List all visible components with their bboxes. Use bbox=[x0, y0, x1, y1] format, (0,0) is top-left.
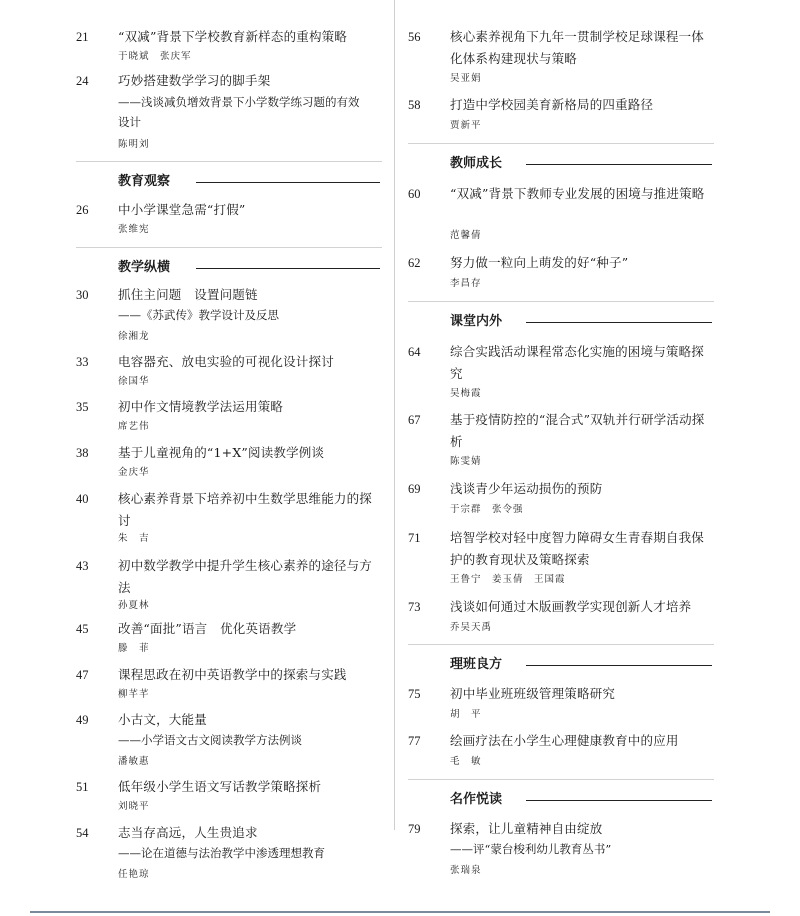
entry-title: 改善“面批”语言 优化英语教学 bbox=[118, 621, 297, 636]
entry-author: 徐湘龙 bbox=[118, 331, 150, 342]
entry-author: 毛 敏 bbox=[450, 756, 482, 767]
entry-author: 于晓斌 张庆军 bbox=[118, 51, 192, 62]
entry-author: 陈雯婧 bbox=[450, 456, 482, 467]
entry-title: 努力做一粒向上萌发的好“种子” bbox=[450, 255, 629, 270]
entry-title: 电容器充、放电实验的可视化设计探讨 bbox=[118, 354, 334, 369]
page-number: 60 bbox=[408, 187, 421, 201]
page-number: 35 bbox=[76, 400, 89, 414]
divider bbox=[76, 161, 382, 162]
entry-author: 孙夏林 bbox=[118, 600, 150, 611]
section-rule bbox=[196, 182, 380, 183]
section-heading-teacher-growth: 教师成长 bbox=[450, 156, 503, 171]
page-number: 21 bbox=[76, 30, 89, 44]
entry-author: 吴梅霞 bbox=[450, 388, 482, 399]
entry-author: 潘敏惠 bbox=[118, 756, 150, 767]
entry-title: 探索，让儿童精神自由绽放 bbox=[450, 821, 603, 836]
entry-title: 综合实践活动课程常态化实施的困境与策略探究 bbox=[450, 344, 705, 381]
section-heading-education-observation: 教育观察 bbox=[118, 174, 171, 189]
page-number: 62 bbox=[408, 256, 421, 270]
section-rule bbox=[526, 164, 712, 165]
page-number: 64 bbox=[408, 345, 421, 359]
entry-author: 吴亚娟 bbox=[450, 73, 482, 84]
section-rule bbox=[526, 665, 712, 666]
entry-author: 于宗群 张令强 bbox=[450, 504, 524, 515]
entry-author: 张瑞泉 bbox=[450, 865, 482, 876]
page-number: 38 bbox=[76, 446, 89, 460]
entry-title: 初中毕业班班级管理策略研究 bbox=[450, 686, 616, 701]
entry-title: 初中作文情境教学法运用策略 bbox=[118, 399, 284, 414]
entry-title: “双减”背景下学校教育新样态的重构策略 bbox=[118, 29, 348, 44]
entry-title: 巧妙搭建数学学习的脚手架 bbox=[118, 73, 271, 88]
page-number: 24 bbox=[76, 74, 89, 88]
entry-author: 范馨倩 bbox=[450, 230, 482, 241]
entry-subtitle: ——《苏武传》教学设计及反思 bbox=[118, 308, 279, 322]
entry-title: 小古文，大能量 bbox=[118, 712, 207, 727]
divider bbox=[76, 247, 382, 248]
page-number: 54 bbox=[76, 826, 89, 840]
entry-title: 课程思政在初中英语教学中的探索与实践 bbox=[118, 667, 347, 682]
section-rule bbox=[526, 322, 712, 323]
section-rule bbox=[196, 268, 380, 269]
entry-author: 滕 菲 bbox=[118, 643, 150, 654]
page-number: 73 bbox=[408, 600, 421, 614]
entry-title: 绘画疗法在小学生心理健康教育中的应用 bbox=[450, 733, 679, 748]
section-rule bbox=[526, 800, 712, 801]
page-number: 56 bbox=[408, 30, 421, 44]
entry-author: 张维宪 bbox=[118, 224, 150, 235]
entry-author: 乔吴天禹 bbox=[450, 622, 493, 633]
entry-subtitle: ——浅谈减负增效背景下小学数学练习题的有效设计 bbox=[118, 95, 360, 129]
entry-subtitle: ——论在道德与法治教学中渗透理想教育 bbox=[118, 846, 325, 860]
divider bbox=[408, 779, 714, 780]
page-number: 49 bbox=[76, 713, 89, 727]
entry-author: 柳芊芊 bbox=[118, 689, 150, 700]
column-separator bbox=[394, 0, 395, 830]
entry-author: 金庆华 bbox=[118, 467, 150, 478]
entry-title: 抓住主问题 设置问题链 bbox=[118, 287, 258, 302]
entry-title: 培智学校对轻中度智力障碍女生青春期自我保护的教育现状及策略探索 bbox=[450, 530, 705, 567]
entry-author: 王鲁宁 姜玉倩 王国霞 bbox=[450, 574, 566, 585]
entry-author: 贾新平 bbox=[450, 120, 482, 131]
entry-title: 基于儿童视角的“1+X”阅读教学例谈 bbox=[118, 445, 325, 460]
entry-title: 初中数学教学中提升学生核心素养的途径与方法 bbox=[118, 558, 373, 595]
entry-title: “双减”背景下教师专业发展的困境与推进策略 bbox=[450, 186, 705, 201]
page-number: 47 bbox=[76, 668, 89, 682]
page-number: 40 bbox=[76, 492, 89, 506]
entry-subtitle: ——评“蒙台梭利幼儿教育丛书” bbox=[450, 842, 612, 856]
page-number: 75 bbox=[408, 687, 421, 701]
entry-title: 基于疫情防控的“混合式”双轨并行研学活动探析 bbox=[450, 412, 705, 449]
entry-author: 席艺伟 bbox=[118, 421, 150, 432]
divider bbox=[408, 143, 714, 144]
page-number: 67 bbox=[408, 413, 421, 427]
page-bottom-rule bbox=[30, 911, 770, 913]
entry-author: 朱 吉 bbox=[118, 533, 150, 544]
section-heading-masterpiece-reading: 名作悦读 bbox=[450, 792, 503, 807]
divider bbox=[408, 301, 714, 302]
page-number: 45 bbox=[76, 622, 89, 636]
entry-author: 徐国华 bbox=[118, 376, 150, 387]
page-number: 43 bbox=[76, 559, 89, 573]
page-number: 71 bbox=[408, 531, 421, 545]
page-number: 33 bbox=[76, 355, 89, 369]
page-number: 79 bbox=[408, 822, 421, 836]
page-number: 69 bbox=[408, 482, 421, 496]
entry-title: 低年级小学生语文写话教学策略探析 bbox=[118, 779, 322, 794]
entry-author: 刘晓平 bbox=[118, 801, 150, 812]
section-heading-class-management: 理班良方 bbox=[450, 657, 503, 672]
entry-title: 核心素养视角下九年一贯制学校足球课程一体化体系构建现状与策略 bbox=[450, 29, 705, 66]
entry-author: 李昌存 bbox=[450, 278, 482, 289]
entry-title: 核心素养背景下培养初中生数学思维能力的探讨 bbox=[118, 491, 373, 528]
entry-title: 中小学课堂急需“打假” bbox=[118, 202, 246, 217]
entry-title: 志当存高远，人生贵追求 bbox=[118, 825, 258, 840]
page-number: 26 bbox=[76, 203, 89, 217]
section-heading-in-out-classroom: 课堂内外 bbox=[450, 314, 503, 329]
section-heading-teaching-overview: 教学纵横 bbox=[118, 260, 171, 275]
entry-author: 胡 平 bbox=[450, 709, 482, 720]
page-number: 30 bbox=[76, 288, 89, 302]
entry-title: 浅谈青少年运动损伤的预防 bbox=[450, 481, 603, 496]
divider bbox=[408, 644, 714, 645]
page-number: 51 bbox=[76, 780, 89, 794]
page-number: 58 bbox=[408, 98, 421, 112]
entry-author: 任艳琼 bbox=[118, 869, 150, 880]
entry-title: 打造中学校园美育新格局的四重路径 bbox=[450, 97, 654, 112]
entry-subtitle: ——小学语文古文阅读教学方法例谈 bbox=[118, 733, 302, 747]
entry-title: 浅谈如何通过木版画教学实现创新人才培养 bbox=[450, 599, 692, 614]
page-number: 77 bbox=[408, 734, 421, 748]
entry-author: 陈明刘 bbox=[118, 139, 150, 150]
